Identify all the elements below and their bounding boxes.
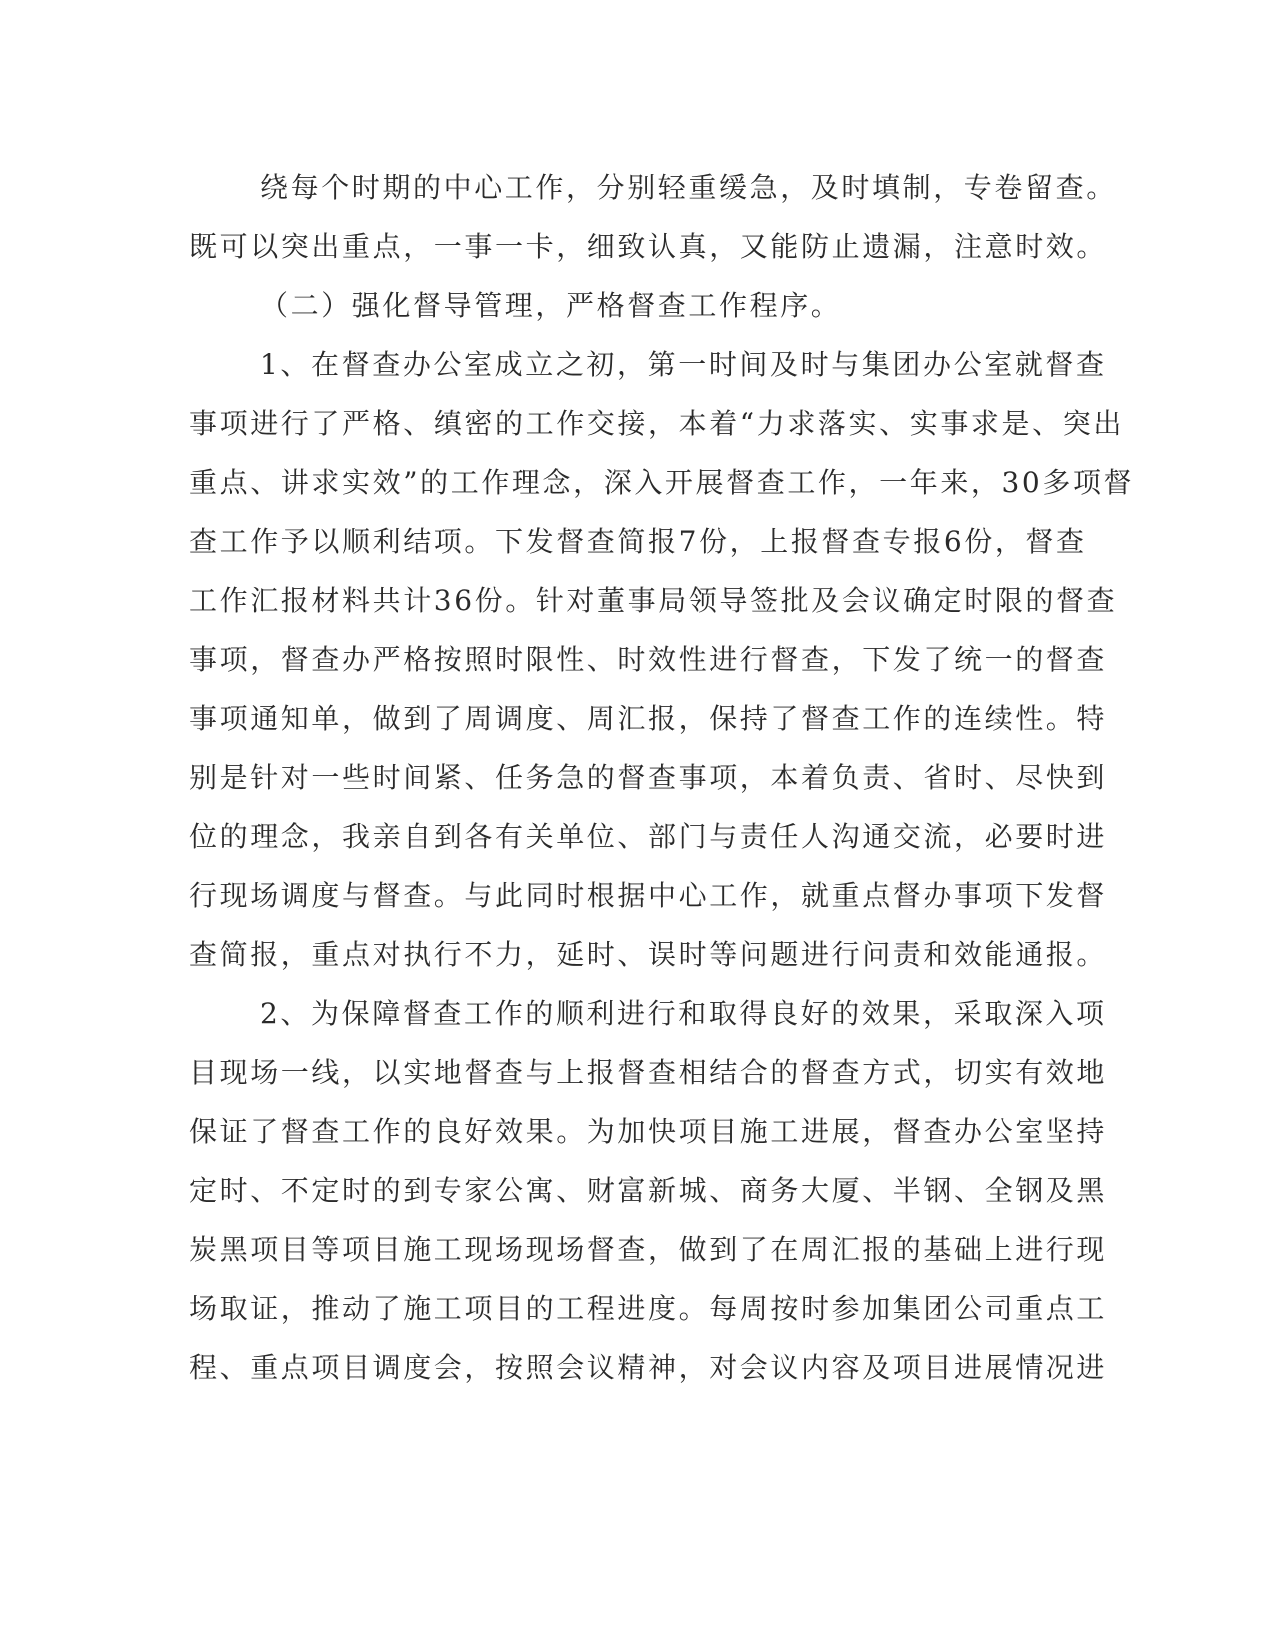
text-line: 场取证，推动了施工项目的工程进度。每周按时参加集团公司重点工	[189, 1292, 1108, 1325]
text-line: 工作汇报材料共计36份。针对董事局领导签批及会议确定时限的督查	[189, 584, 1118, 617]
text-line: 行现场调度与督查。与此同时根据中心工作，就重点督办事项下发督	[189, 879, 1108, 912]
text-line: 2、为保障督查工作的顺利进行和取得良好的效果，采取深入项	[260, 997, 1107, 1030]
text-line: 位的理念，我亲自到各有关单位、部门与责任人沟通交流，必要时进	[189, 820, 1108, 853]
text-line: 1、在督查办公室成立之初，第一时间及时与集团办公室就督查	[260, 348, 1107, 381]
text-line: 炭黑项目等项目施工现场现场督查，做到了在周汇报的基础上进行现	[189, 1233, 1108, 1266]
text-line: 事项进行了严格、缜密的工作交接，本着“力求落实、实事求是、突出	[189, 407, 1124, 440]
text-line: 绕每个时期的中心工作，分别轻重缓急，及时填制，专卷留查。	[260, 171, 1117, 204]
text-line: 目现场一线，以实地督查与上报督查相结合的督查方式，切实有效地	[189, 1056, 1108, 1089]
text-line: 查工作予以顺利结项。下发督查简报7份，上报督查专报6份，督查	[189, 525, 1087, 558]
text-line: 事项通知单，做到了周调度、周汇报，保持了督查工作的连续性。特	[189, 702, 1108, 735]
text-line: 重点、讲求实效”的工作理念，深入开展督查工作，一年来，30多项督	[189, 466, 1135, 499]
text-line: 程、重点项目调度会，按照会议精神，对会议内容及项目进展情况进	[189, 1351, 1108, 1384]
section-heading: （二）强化督导管理，严格督查工作程序。	[260, 289, 842, 322]
text-line: 既可以突出重点，一事一卡，细致认真，又能防止遗漏，注意时效。	[189, 230, 1108, 263]
text-line: 查简报，重点对执行不力，延时、误时等问题进行问责和效能通报。	[189, 938, 1108, 971]
text-line: 事项，督查办严格按照时限性、时效性进行督查，下发了统一的督查	[189, 643, 1108, 676]
text-line: 别是针对一些时间紧、任务急的督查事项，本着负责、省时、尽快到	[189, 761, 1108, 794]
text-line: 定时、不定时的到专家公寓、财富新城、商务大厦、半钢、全钢及黑	[189, 1174, 1108, 1207]
text-line: 保证了督查工作的良好效果。为加快项目施工进展，督查办公室坚持	[189, 1115, 1108, 1148]
body-text	[189, 158, 1135, 1397]
